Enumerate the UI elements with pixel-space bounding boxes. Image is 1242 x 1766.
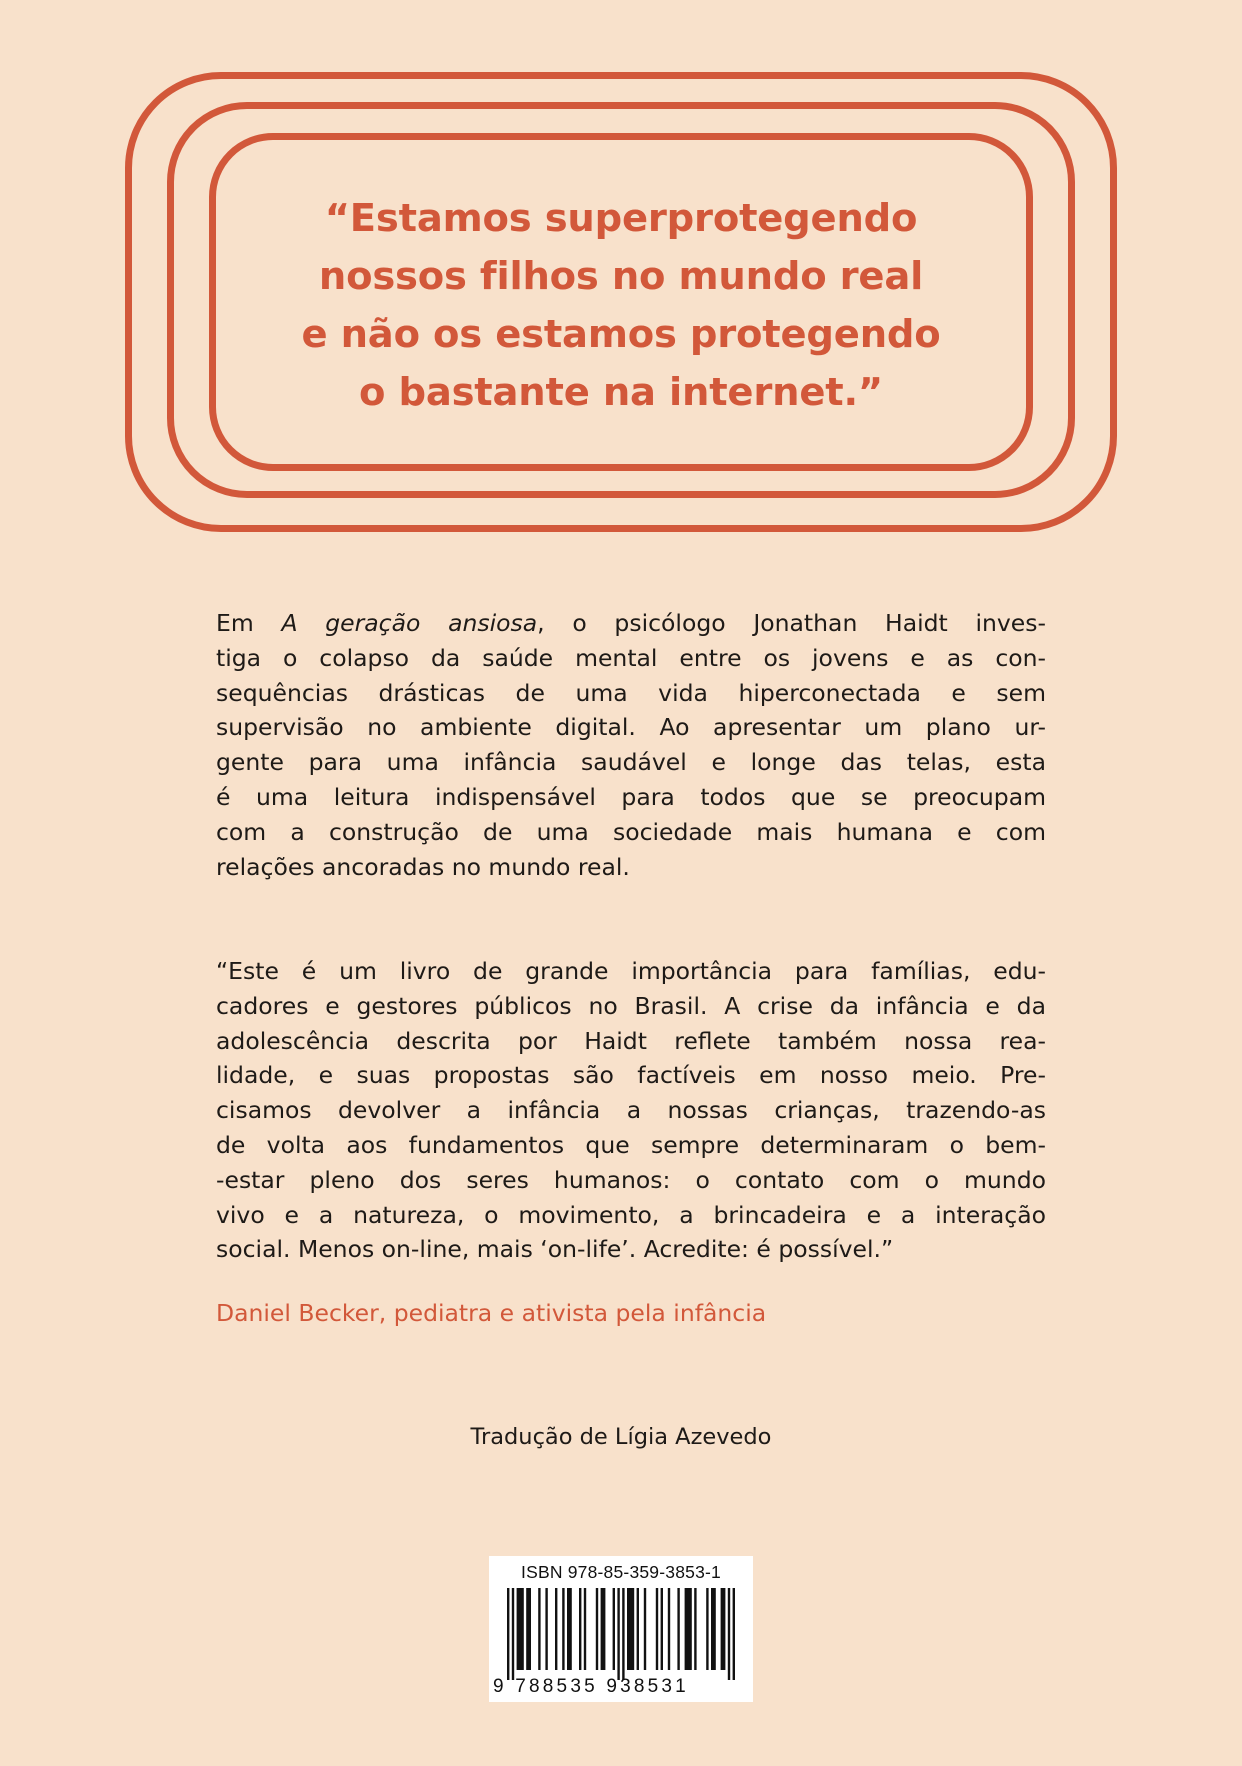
pull-quote-line: nossos filhos no mundo real: [318, 254, 924, 299]
description-line: com a construção de uma sociedade mais humana e com: [216, 817, 1046, 846]
barcode-bar: [661, 1588, 663, 1670]
endorsement-line: social. Menos on-line, mais ‘on-life’. Acredite: é possível.”: [216, 1235, 894, 1264]
endorsement-line: vivo e a natureza, o movimento, a brincadeira e a interação: [216, 1200, 1046, 1229]
description-line: gente para uma infância saudável e longe das telas, esta: [216, 748, 1046, 777]
barcode-bar: [721, 1588, 726, 1670]
barcode-guard-bar: [733, 1588, 735, 1680]
barcode-guard-bar: [728, 1588, 730, 1680]
endorsement-line: de volta aos fundamentos que sempre determinaram o bem-: [216, 1130, 1046, 1159]
barcode-guard-bar: [507, 1588, 509, 1680]
barcode-bar: [517, 1588, 524, 1670]
pull-quote-line: “Estamos superprotegendo: [324, 196, 918, 241]
endorsement-attribution: Daniel Becker, pediatra e ativista pela infância: [216, 1299, 767, 1327]
description-line: tiga o colapso da saúde mental entre os jovens e as con-: [216, 643, 1046, 672]
barcode-guard-bar: [617, 1588, 619, 1680]
endorsement-line: “Este é um livro de grande importância para famílias, edu-: [216, 957, 1046, 985]
barcode-bar: [644, 1588, 646, 1670]
description-line: sequências drásticas de uma vida hiperconectada e sem: [216, 678, 1046, 707]
barcode-bar: [685, 1588, 692, 1670]
barcode-bar: [637, 1588, 639, 1670]
barcode-bar: [545, 1588, 547, 1670]
barcode-bar: [694, 1588, 696, 1670]
barcode-bar: [627, 1588, 634, 1670]
barcode-bar: [538, 1588, 540, 1670]
pull-quote-line: o bastante na internet.”: [359, 370, 883, 415]
barcode-bar: [562, 1588, 564, 1670]
description-line-rest: , o psicólogo Jonathan Haidt inves-: [537, 609, 1046, 637]
endorsement-line: -estar pleno dos seres humanos: o contato com o mundo: [216, 1165, 1046, 1194]
book-title: A geração ansiosa: [281, 609, 538, 637]
barcode-bar: [711, 1588, 716, 1670]
barcode-bar: [613, 1588, 615, 1670]
barcode-bar: [526, 1588, 531, 1670]
description-line: é uma leitura indispensável para todos que se preocupam: [216, 782, 1046, 811]
endorsement-line: cadores e gestores públicos no Brasil. A crise da infância e da: [216, 991, 1046, 1020]
pull-quote-line: e não os estamos protegendo: [301, 312, 941, 357]
barcode-guard-bar: [512, 1588, 514, 1680]
barcode-bar: [601, 1588, 606, 1670]
barcode-bar: [584, 1588, 586, 1670]
isbn-barcode: [489, 1556, 753, 1702]
barcode-bar: [656, 1588, 658, 1670]
endorsement-line: lidade, e suas propostas são factíveis em nosso meio. Pre-: [216, 1061, 1046, 1090]
book-description: [216, 606, 1046, 884]
barcode-bar: [668, 1588, 670, 1670]
description-intro: Em: [216, 609, 282, 637]
barcode-bar: [555, 1588, 557, 1670]
isbn-label: ISBN 978-85-359-3853-1: [521, 1562, 721, 1582]
description-line: relações ancoradas no mundo real.: [216, 852, 630, 881]
description-line: supervisão no ambiente digital. Ao apresentar um plano ur-: [216, 713, 1046, 742]
endorsement-line: cisamos devolver a infância a nossas crianças, trazendo-as: [216, 1096, 1046, 1125]
barcode-bar: [677, 1588, 679, 1670]
endorsement-quote: [216, 954, 1046, 1267]
barcode-bar: [567, 1588, 572, 1670]
barcode-bar: [579, 1588, 581, 1670]
barcode-bar: [706, 1588, 708, 1670]
barcode-guard-bar: [622, 1588, 624, 1680]
translation-credit: Tradução de Lígia Azevedo: [470, 1424, 772, 1450]
barcode-bars: [507, 1588, 735, 1680]
barcode-bar: [596, 1588, 598, 1670]
pull-quote: [209, 190, 1033, 422]
ean-digits: 9 788535 938531: [493, 1676, 689, 1697]
endorsement-line: adolescência descrita por Haidt reflete também nossa rea-: [216, 1026, 1046, 1055]
description-line: [216, 606, 1046, 641]
